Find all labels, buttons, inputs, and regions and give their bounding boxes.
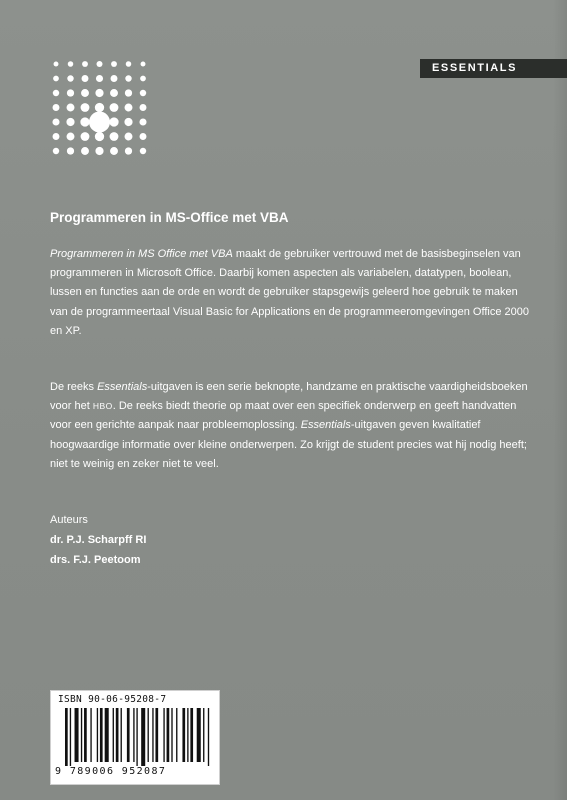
logo-dot <box>110 103 119 112</box>
logo-dot <box>139 118 146 125</box>
logo-dot <box>95 103 104 112</box>
logo-dot <box>53 133 60 140</box>
logo-dot <box>125 89 132 96</box>
logo-center-dot <box>89 112 110 133</box>
barcode-bar <box>163 708 164 762</box>
logo-dot <box>140 76 146 82</box>
barcode-bar <box>167 708 170 762</box>
hbo-abbrev: HBO <box>92 401 113 412</box>
barcode-bar <box>113 708 114 762</box>
description-text: maakt de gebruiker vertrouwd met de basisbeginselen van programmeren in Microsoft Office. Daarbij komen aspecten als variabelen, datatypen, boolean, lussen en functies aan de orde en wordt de gebruiker stapsgewijs geleerd hoe gebruik te maken van de programmeertaal Visual Basic for Applications en de programmeeromgevingen Office 2000 en XP. <box>50 248 529 337</box>
authors-heading: Auteurs <box>50 514 88 526</box>
logo-dot <box>109 117 118 126</box>
logo-dot <box>67 104 75 112</box>
logo-dot <box>110 147 118 155</box>
barcode-bar <box>182 708 185 762</box>
logo-dot <box>95 147 103 155</box>
logo-dot <box>97 61 103 67</box>
description-paragraph <box>50 245 530 341</box>
barcode-bar <box>133 708 134 762</box>
cover-edge-shadow <box>553 0 567 800</box>
logo-dot <box>67 147 74 154</box>
logo-dot <box>53 148 59 154</box>
logo-dot <box>140 90 146 96</box>
logo-dot <box>141 62 146 67</box>
series-text-3: . De reeks biedt theorie op maat over een specifiek onderwerp en geeft handvatten voor een gerichte aanpak naar probleemoplossing. <box>50 400 517 432</box>
logo-dot <box>82 75 89 82</box>
barcode-bar <box>203 708 204 762</box>
barcode-bar <box>70 708 71 766</box>
barcode-bar <box>97 708 98 762</box>
logo-dot <box>95 132 104 141</box>
logo-dot <box>67 75 73 81</box>
series-text-4: -uitgaven geven kwalitatief hoogwaardige informatie over kleine onderwerpen. Zo krijgt de student precies wat hij nodig heeft; niet te weinig en zeker niet te veel. <box>50 419 527 470</box>
authors-block <box>50 510 146 570</box>
barcode-bar <box>116 708 119 762</box>
logo-dot <box>80 117 89 126</box>
logo-dot <box>125 104 133 112</box>
barcode-bar <box>155 708 158 762</box>
logo-dot <box>81 103 90 112</box>
series-paragraph <box>50 378 530 474</box>
barcode-bar <box>141 708 145 766</box>
logo-dot <box>140 133 147 140</box>
barcode-bar <box>127 708 130 762</box>
logo-dot <box>53 90 59 96</box>
logo-dot <box>125 133 133 141</box>
logo-dot <box>52 118 59 125</box>
barcode-bar <box>100 708 103 762</box>
book-title: Programmeren in MS-Office met VBA <box>50 210 289 225</box>
series-text-2: -uitgaven is een serie beknopte, handzame en praktische vaardigheidsboeken voor het <box>50 381 528 413</box>
logo-dot <box>81 147 89 155</box>
logo-dot <box>53 76 59 82</box>
logo-dot <box>53 104 60 111</box>
barcode-bar <box>152 708 153 762</box>
ean-number: 9 789006 952087 <box>55 766 167 777</box>
logo-dot <box>124 118 132 126</box>
barcode-bar <box>121 708 122 762</box>
barcode-bar <box>197 708 201 762</box>
logo-dot <box>126 61 131 66</box>
logo-dot <box>125 147 132 154</box>
logo-dot <box>81 89 89 97</box>
author-name: dr. P.J. Scharpff RI <box>50 534 147 546</box>
logo-dot <box>140 148 146 154</box>
barcode-bar <box>105 708 109 762</box>
logo-dot <box>125 75 131 81</box>
barcode-bar <box>208 708 209 766</box>
barcode-bar <box>136 708 137 766</box>
logo-dot <box>111 61 117 67</box>
logo-dot <box>95 89 103 97</box>
series-name-italic-2: Essentials <box>300 419 351 432</box>
logo-dot <box>96 75 103 82</box>
logo-dot <box>110 132 119 141</box>
isbn-number: ISBN 90-06-95208-7 <box>58 694 167 705</box>
barcode-bar <box>65 708 68 766</box>
barcode-bar <box>84 708 87 762</box>
logo-dot <box>110 89 118 97</box>
barcode-bar <box>75 708 79 762</box>
logo-dot <box>140 104 147 111</box>
series-name-italic-1: Essentials <box>97 381 148 393</box>
author-name: drs. F.J. Peetoom <box>50 554 141 566</box>
logo-dot <box>81 132 90 141</box>
logo-dot <box>67 89 74 96</box>
barcode-bar <box>148 708 149 762</box>
series-text-1: De reeks <box>50 381 98 393</box>
logo-dot <box>54 62 59 67</box>
title-italic: Programmeren in MS Office met VBA <box>50 248 233 260</box>
logo-dot <box>82 61 88 67</box>
logo-dot <box>68 61 73 66</box>
barcode-bar <box>176 708 177 762</box>
logo-dot <box>111 75 118 82</box>
barcode-bar <box>81 708 82 762</box>
barcode-bar <box>171 708 172 762</box>
logo-dot <box>66 118 74 126</box>
isbn-barcode <box>50 690 220 785</box>
logo-dot <box>67 133 75 141</box>
barcode-bar <box>187 708 188 762</box>
barcode-bar <box>190 708 193 762</box>
barcode-bar <box>90 708 91 762</box>
barcode-bars-icon <box>65 708 211 766</box>
series-label: ESSENTIALS <box>420 59 567 78</box>
dot-grid-logo-icon <box>48 56 160 164</box>
